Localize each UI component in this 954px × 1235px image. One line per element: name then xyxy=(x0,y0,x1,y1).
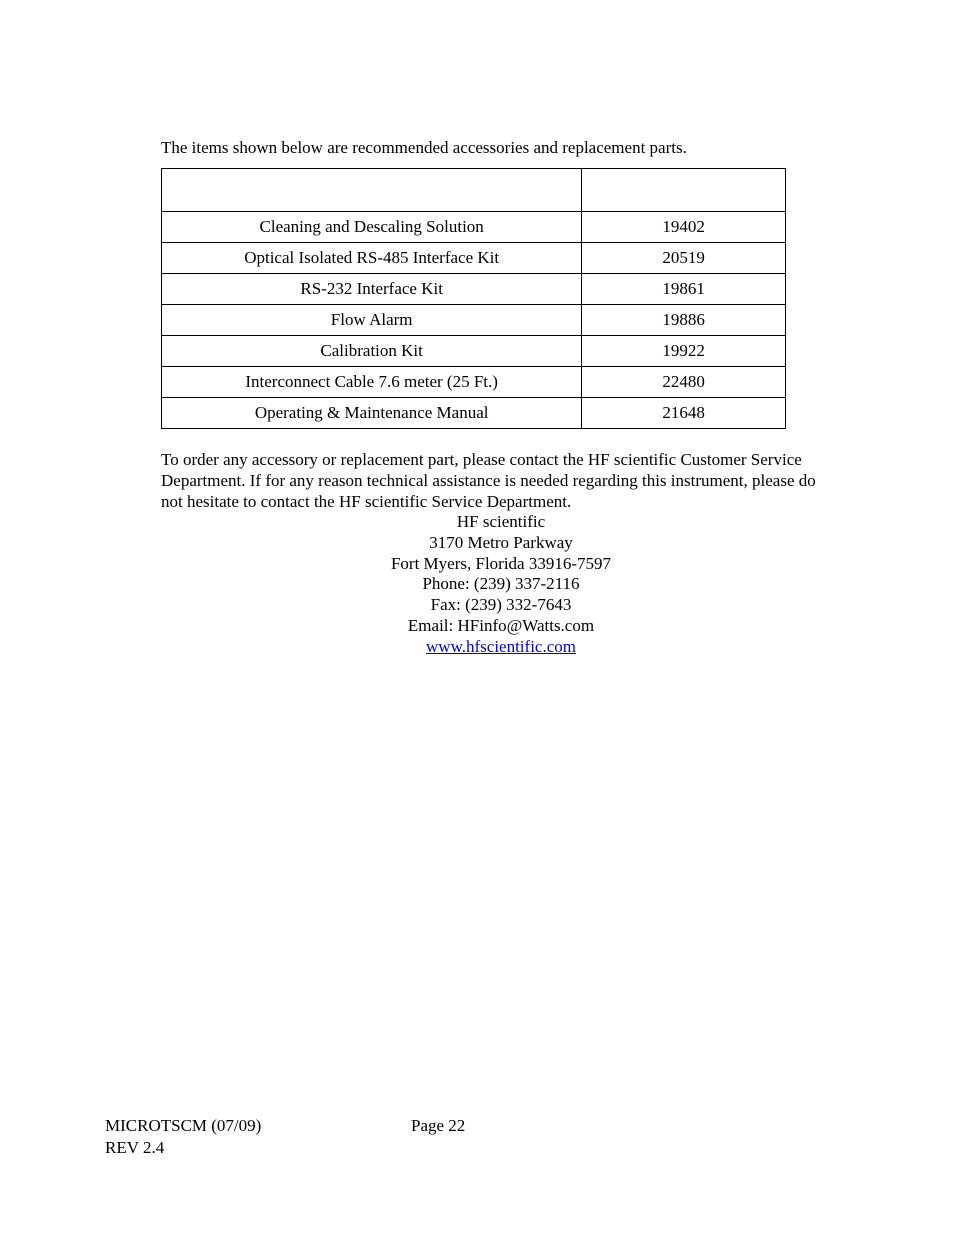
contact-address-block xyxy=(300,512,702,658)
part-number: 21648 xyxy=(582,398,786,429)
phone-number: Phone: (239) 337-2116 xyxy=(422,574,580,594)
part-description: Flow Alarm xyxy=(162,305,582,336)
email-address: Email: HFinfo@Watts.com xyxy=(407,615,595,635)
company-name: HF scientific xyxy=(456,512,546,531)
part-description: Cleaning and Descaling Solution xyxy=(162,212,582,243)
accessories-table xyxy=(161,168,786,429)
website-link[interactable]: www.hfscientific.com xyxy=(426,636,576,656)
part-number: 19402 xyxy=(582,212,786,243)
part-description: Interconnect Cable 7.6 meter (25 Ft.) xyxy=(162,367,582,398)
street-address: 3170 Metro Parkway xyxy=(429,532,573,552)
order-instructions: To order any accessory or replacement part, please contact the HF scientific Customer Service Department. If for any reason technical assistance is needed regarding this instrument, please do not hesitate to contact the HF scientific Service Department. xyxy=(161,450,816,511)
part-description: Operating & Maintenance Manual xyxy=(162,398,582,429)
footer-doc-info xyxy=(105,1115,261,1159)
part-number: 20519 xyxy=(582,243,786,274)
table-row xyxy=(162,336,786,367)
table-row xyxy=(162,367,786,398)
fax-number: Fax: (239) 332-7643 xyxy=(430,595,572,615)
part-number: 19922 xyxy=(582,336,786,367)
table-row xyxy=(162,274,786,305)
table-row xyxy=(162,243,786,274)
footer-page-number: Page 22 xyxy=(411,1116,466,1135)
part-description: Optical Isolated RS-485 Interface Kit xyxy=(162,243,582,274)
city-state-zip: Fort Myers, Florida 33916-7597 xyxy=(390,553,612,573)
table-header-row xyxy=(162,169,786,212)
header-cell-description xyxy=(162,169,582,212)
part-description: Calibration Kit xyxy=(162,336,582,367)
table-row xyxy=(162,305,786,336)
part-number: 19861 xyxy=(582,274,786,305)
intro-text: The items shown below are recommended accessories and replacement parts. xyxy=(161,138,687,157)
table-row xyxy=(162,212,786,243)
footer-doc-id: MICROTSCM (07/09) xyxy=(105,1116,262,1135)
part-description: RS-232 Interface Kit xyxy=(162,274,582,305)
table-row xyxy=(162,398,786,429)
part-number: 22480 xyxy=(582,367,786,398)
footer-revision: REV 2.4 xyxy=(105,1138,165,1157)
header-cell-part-number xyxy=(582,169,786,212)
part-number: 19886 xyxy=(582,305,786,336)
